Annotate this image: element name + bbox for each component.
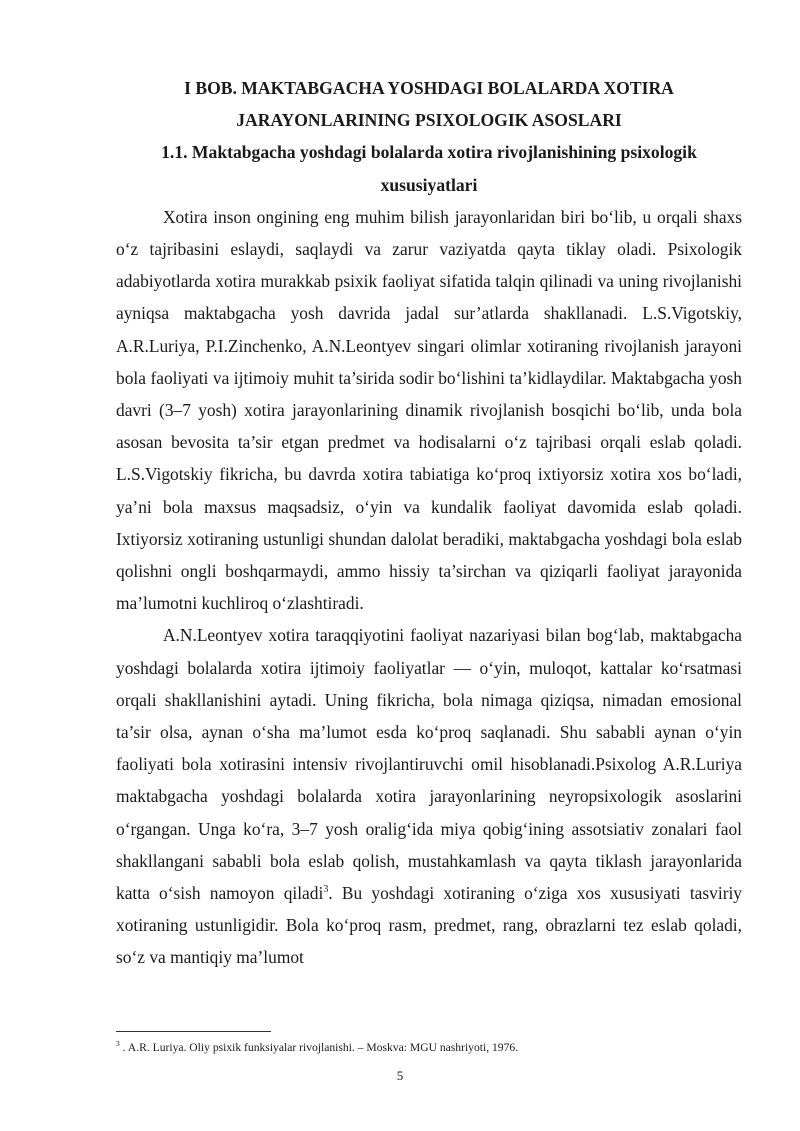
chapter-title-line-1: I BOB. MAKTABGACHA YOSHDAGI BOLALARDA XOTIRA xyxy=(184,78,674,98)
footnote-divider xyxy=(116,1031,271,1032)
paragraph-1: Xotira inson ongining eng muhim bilish jarayonlaridan biri bo‘lib, u orqali shaxs o‘z tajribasini eslaydi, saqlaydi va zarur vaziyatda qayta tiklay oladi. Psixologik adabiyotlarda xotira murakkab psixik faoliyat sifatida talqin qilinadi va uning rivojlanishi ayniqsa maktabgacha yosh davrida jadal sur’atlarda shakllanadi. L.S.Vigotskiy, A.R.Luriya, P.I.Zinchenko, A.N.Leontyev singari olimlar xotiraning rivojlanish jarayoni bola faoliyati va ijtimoiy muhit ta’sirida sodir bo‘lishini ta’kidlaydilar. Maktabgacha yosh davri (3–7 yosh) xotira jarayonlarining dinamik rivojlanish bosqichi bo‘lib, unda bola asosan bevosita ta’sir etgan predmet va hodisalarni o‘z tajribasi orqali eslab qoladi. L.S.Vigotskiy fikricha, bu davrda xotira tabiatiga ko‘proq ixtiyorsiz xotira xos bo‘ladi, ya’ni bola maxsus maqsadsiz, o‘yin va kundalik faoliyat davomida eslab qoladi. Ixtiyorsiz xotiraning ustunligi shundan dalolat beradiki, maktabgacha yoshdagi bola eslab qolishni ongli boshqarmaydi, ammo hissiy ta’sirchan va qiziqarli faoliyat jarayonida ma’lumotni kuchliroq o‘zlashtiradi. xyxy=(116,206,742,614)
paragraph-2-text: A.N.Leontyev xotira taraqqiyotini faoliyat nazariyasi bilan bog‘lab, maktabgacha yoshdagi bolalarda xotira ijtimoiy faoliyatlar — o‘yin, muloqot, kattalar ko‘rsatmasi orqali shakllanishini aytadi. Uning fikricha, bola nimaga qiziqsa, nimadan emosional ta’sir olsa, aynan o‘sha ma’lumot esda ko‘proq saqlanadi. Shu sababli aynan o‘yin faoliyati bola xotirasini intensiv rivojlantiruvchi omil hisoblanadi.Psixolog A.R.Luriya maktabgacha yoshdagi bolalarda xotira jarayonlarining neyropsixologik asoslarini o‘rgangan. Unga ko‘ra, 3–7 yosh oralig‘ida miya qobig‘ining assotsiativ zonalari faol shakllangani sababli bola eslab qolish, mustahkamlash va qayta tiklash jarayonlarida katta o‘sish namoyon qiladi xyxy=(116,625,742,904)
section-title-line-1: 1.1. Maktabgacha yoshdagi bolalarda xotira rivojlanishining psixologik xyxy=(161,142,697,163)
paragraph-2-continuation: . Bu yoshdagi xotiraning o‘ziga xos xususiyati tasviriy xotiraning ustunligidir. Bola ko‘proq rasm, predmet, rang, obrazlarni tez eslab qoladi, so‘z va mantiqiy ma’lumot xyxy=(116,883,743,968)
document-page xyxy=(116,72,742,974)
paragraph-2 xyxy=(116,619,742,973)
chapter-title xyxy=(116,72,742,136)
section-title xyxy=(116,136,742,200)
footnote xyxy=(116,1040,742,1055)
footnote-reference[interactable]: 3 xyxy=(323,884,329,896)
footnote-number: 3 xyxy=(116,1039,120,1049)
section-title-line-2: xususiyatlari xyxy=(380,174,478,195)
page-number: 5 xyxy=(396,1068,404,1083)
footnote-text: . A.R. Luriya. Oliy psixik funksiyalar rivojlanishi. – Moskva: MGU nashriyoti, 1976. xyxy=(119,1041,519,1054)
chapter-title-line-2: JARAYONLARINING PSIXOLOGIK ASOSLARI xyxy=(236,110,622,131)
